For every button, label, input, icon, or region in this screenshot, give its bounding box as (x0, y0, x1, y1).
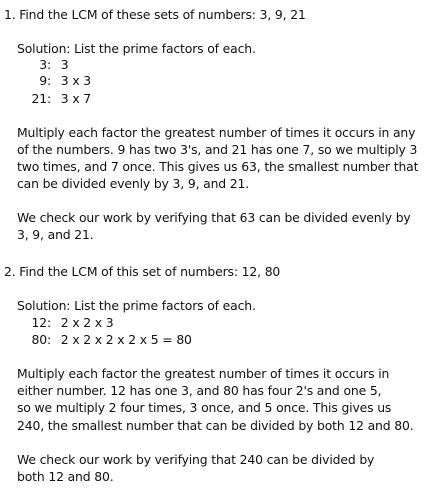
factor-label: 3: (39, 57, 51, 72)
problem-1-explanation-line: two times, and 7 once. This gives us 63, the smallest number that (17, 159, 419, 174)
problem-1-heading: 1. Find the LCM of these sets of numbers: 3, 9, 21 (4, 7, 306, 22)
problem-2-heading: 2. Find the LCM of this set of numbers: 12, 80 (4, 264, 281, 279)
problem-2-explanation-line: Multiply each factor the greatest number of times it occurs in (17, 366, 390, 381)
factor-value: 3 (60, 57, 69, 72)
problem-2-factor-row (28, 332, 192, 348)
factor-value: 2 x 2 x 3 (60, 315, 114, 330)
problem-2-factor-row (28, 315, 114, 331)
problem-2-explanation-line: either number. 12 has one 3, and 80 has four 2's and one 5, (17, 383, 382, 398)
problem-1-explanation-line: can be divided evenly by 3, 9, and 21. (17, 176, 250, 191)
factor-label: 80: (31, 332, 51, 347)
problem-2-explanation-line: so we multiply 2 four times, 3 once, and 5 once. This gives us (17, 400, 392, 415)
problem-1-solution-label: Solution: List the prime factors of each. (17, 41, 256, 56)
problem-1-check-line: 3, 9, and 21. (17, 227, 94, 242)
factor-value: 3 x 3 (60, 73, 92, 88)
factor-label: 9: (39, 73, 51, 88)
problem-2-check-line: both 12 and 80. (17, 469, 114, 484)
problem-2-check-line: We check our work by verifying that 240 can be divided by (17, 452, 375, 467)
problem-2-explanation-line: 240, the smallest number that can be divided by both 12 and 80. (17, 418, 414, 433)
problem-1-factor-row (30, 57, 69, 73)
problem-1-explanation-line: of the numbers. 9 has two 3's, and 21 has one 7, so we multiply 3 (17, 142, 418, 157)
factor-label: 21: (31, 91, 51, 106)
factor-label: 12: (31, 315, 51, 330)
factor-value: 2 x 2 x 2 x 2 x 5 = 80 (60, 332, 192, 347)
problem-1-factor-row (30, 91, 91, 107)
problem-2-solution-label: Solution: List the prime factors of each. (17, 298, 256, 313)
factor-value: 3 x 7 (60, 91, 92, 106)
problem-1-explanation-line: Multiply each factor the greatest number of times it occurs in any (17, 125, 416, 140)
problem-1-check-line: We check our work by verifying that 63 can be divided evenly by (17, 210, 411, 225)
problem-1-factor-row (30, 73, 91, 89)
